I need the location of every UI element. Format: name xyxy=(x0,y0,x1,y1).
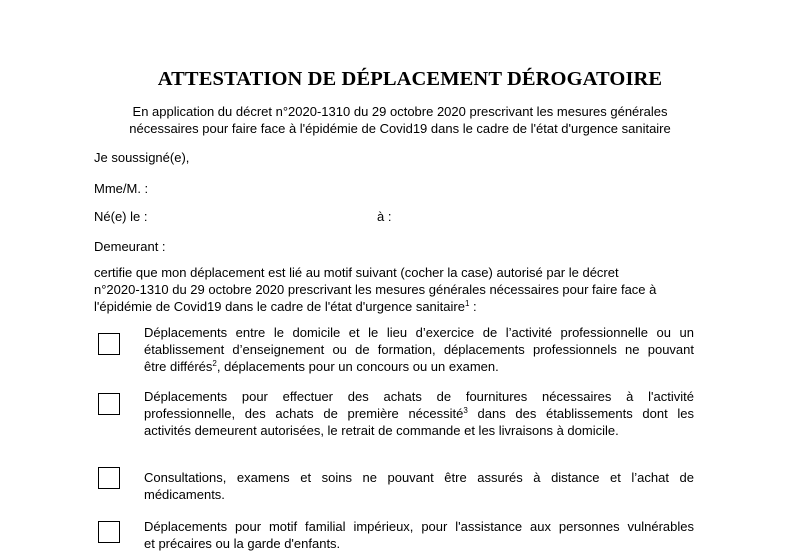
reason-health-checkbox[interactable] xyxy=(98,467,120,489)
reason-purchases-checkbox[interactable] xyxy=(98,393,120,415)
reason-line: Déplacements pour motif familial impérieux, pour l'assistance aux personnes vulnérables xyxy=(144,519,694,534)
subtitle-line: En application du décret n°2020-1310 du 29 octobre 2020 prescrivant les mesures générales xyxy=(132,104,668,119)
reason-line: Déplacements pour effectuer des achats de fournitures nécessaires à l'activité xyxy=(144,389,694,404)
reason-line: médicaments. xyxy=(144,487,225,502)
reason-line: activités demeurent autorisées, le retrait de commande et les livraisons à domicile. xyxy=(144,423,619,438)
address-label: Demeurant : xyxy=(94,239,166,254)
footnote-marker: 2 xyxy=(212,359,217,368)
reason-line: établissement d’enseignement ou de formation, déplacements professionnels ne pouvant xyxy=(144,342,694,357)
subtitle-line: nécessaires pour faire face à l'épidémie de Covid19 dans le cadre de l'état d'urgence sanitaire xyxy=(129,121,671,136)
birth-date-label: Né(e) le : xyxy=(94,209,148,224)
name-field-label: Mme/M. : xyxy=(94,181,149,196)
document-title: ATTESTATION DE DÉPLACEMENT DÉROGATOIRE xyxy=(157,68,663,90)
document-subtitle xyxy=(0,103,789,137)
reason-line-text: dans des établissements dont les xyxy=(467,406,694,421)
reason-health xyxy=(144,469,694,503)
reason-family xyxy=(144,518,694,552)
reason-line-text: professionnelle, des achats de première nécessité xyxy=(144,406,464,421)
footnote-marker: 3 xyxy=(463,406,468,415)
reason-work-checkbox[interactable] xyxy=(98,333,120,355)
certify-paragraph xyxy=(94,264,734,315)
footnote-marker: 1 xyxy=(464,299,470,308)
birth-place-label: à : xyxy=(377,209,392,224)
certify-line-text: l'épidémie de Covid19 dans le cadre de l'état d'urgence sanitaire xyxy=(94,299,465,314)
reason-family-checkbox[interactable] xyxy=(98,521,120,543)
certify-line: n°2020-1310 du 29 octobre 2020 prescrivant les mesures générales nécessaires pour faire face à xyxy=(94,282,657,297)
reason-line: Déplacements entre le domicile et le lieu d’exercice de l’activité professionnelle ou un xyxy=(144,325,694,340)
certify-line-end: : xyxy=(469,299,477,314)
reason-line-text: être différés xyxy=(144,359,213,374)
reason-line-text: , déplacements pour un concours ou un examen. xyxy=(216,359,499,374)
certify-line: certifie que mon déplacement est lié au motif suivant (cocher la case) autorisé par le décret xyxy=(94,265,619,280)
undersigned-label: Je soussigné(e), xyxy=(94,150,190,165)
reason-line: et précaires ou la garde d'enfants. xyxy=(144,536,341,551)
reason-line xyxy=(144,405,694,422)
reason-line: Consultations, examens et soins ne pouvant être assurés à distance et l’achat de xyxy=(144,470,694,485)
reason-purchases xyxy=(144,388,694,439)
certify-line xyxy=(94,298,734,315)
reason-work xyxy=(144,324,694,375)
reason-line xyxy=(144,358,694,375)
